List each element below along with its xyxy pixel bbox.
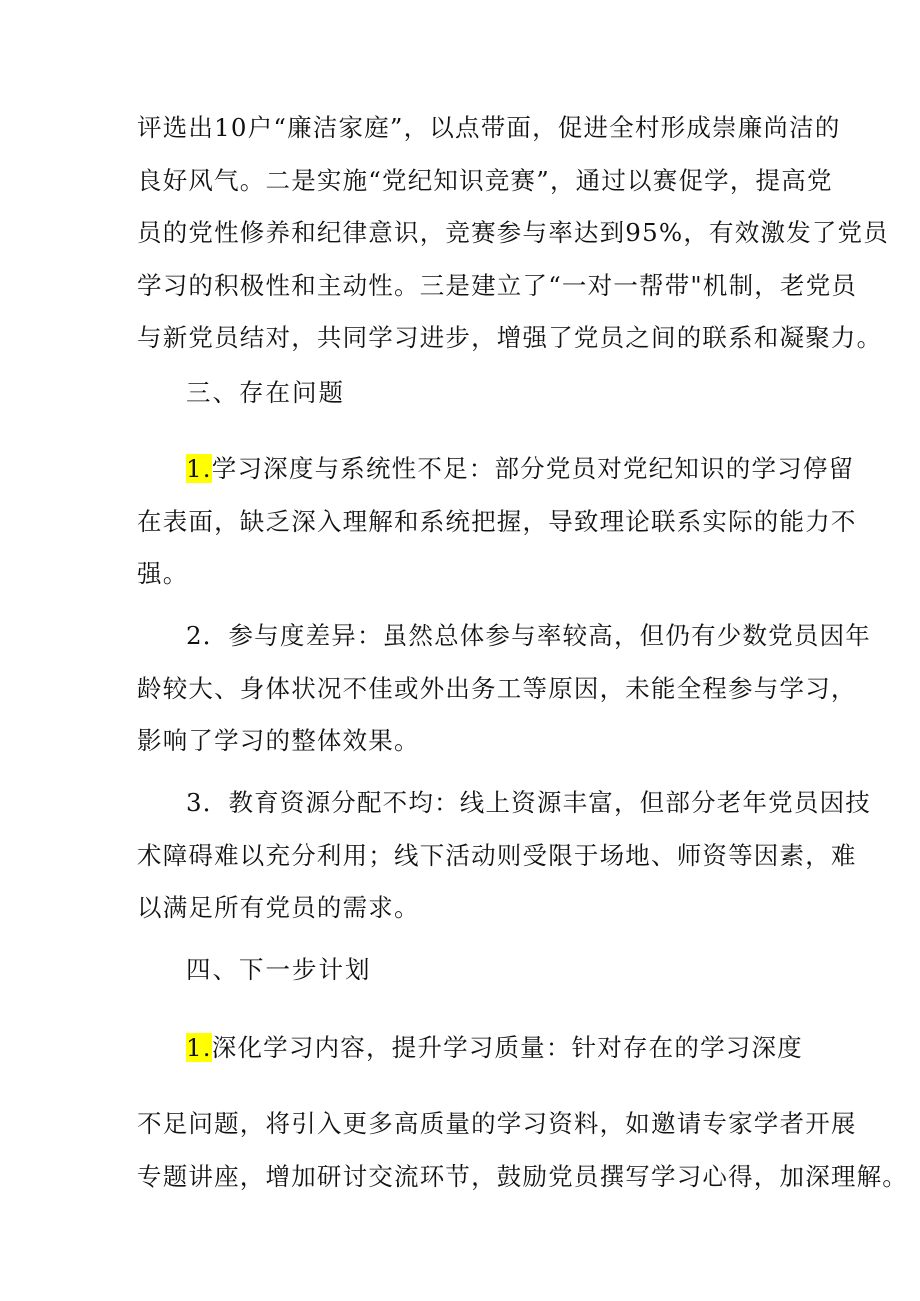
section-heading-next-steps: 四、下一步计划	[186, 955, 372, 984]
problem-item-2	[137, 610, 871, 768]
plan-item-1-heading	[137, 1022, 803, 1075]
problem-item-1-first-line	[137, 443, 855, 496]
plan-item-1-body	[137, 1098, 908, 1203]
problem-item-1	[137, 443, 857, 601]
intro-line: 评选出10户“廉洁家庭”，以点带面，促进全村形成崇廉尚洁的	[137, 113, 841, 142]
plan-item-1-line: 不足问题，将引入更多高质量的学习资料，如邀请专家学者开展	[137, 1109, 857, 1138]
problem-item-2-line: 龄较大、身体状况不佳或外出务工等原因，未能全程参与学习，	[137, 673, 857, 703]
intro-line: 员的党性修养和纪律意识，竞赛参与率达到95%，有效激发了党员	[137, 218, 889, 247]
problem-item-1-line: 在表面，缺乏深入理解和系统把握，导致理论联系实际的能力不	[137, 506, 857, 536]
problem-item-1-text: 学习深度与系统性不足：部分党员对党纪知识的学习停留	[211, 454, 855, 483]
problem-item-3	[137, 777, 871, 935]
problem-item-3-line: 3．教育资源分配不均：线上资源丰富，但部分老年党员因技	[186, 788, 871, 817]
problem-item-3-line: 术障碍难以充分利用；线下活动则受限于场地、师资等因素，难	[137, 840, 857, 870]
section-heading-problems: 三、存在问题	[186, 378, 345, 407]
highlighted-number: 1.	[186, 454, 212, 483]
problem-item-1-line: 强。	[137, 559, 189, 588]
highlighted-number: 1.	[186, 1033, 212, 1062]
problem-item-2-line: 影响了学习的整体效果。	[137, 726, 420, 755]
problem-item-2-line: 2．参与度差异：虽然总体参与率较高，但仍有少数党员因年	[186, 621, 871, 650]
intro-line: 良好风气。二是实施“党纪知识竞赛”，通过以赛促学，提高党	[137, 165, 833, 195]
intro-line: 与新党员结对，共同学习进步，增强了党员之间的联系和凝聚力。	[137, 323, 883, 352]
problem-item-3-line: 以满足所有党员的需求。	[137, 893, 420, 922]
intro-line: 学习的积极性和主动性。三是建立了“一对一帮带"机制，老党员	[137, 270, 858, 300]
plan-item-1-first-line	[137, 1022, 803, 1075]
intro-paragraph	[137, 102, 889, 365]
plan-item-1-title: 深化学习内容，提升学习质量：针对存在的学习深度	[211, 1033, 803, 1062]
plan-item-1-line: 专题讲座，增加研讨交流环节，鼓励党员撰写学习心得，加深理解。	[137, 1161, 908, 1191]
